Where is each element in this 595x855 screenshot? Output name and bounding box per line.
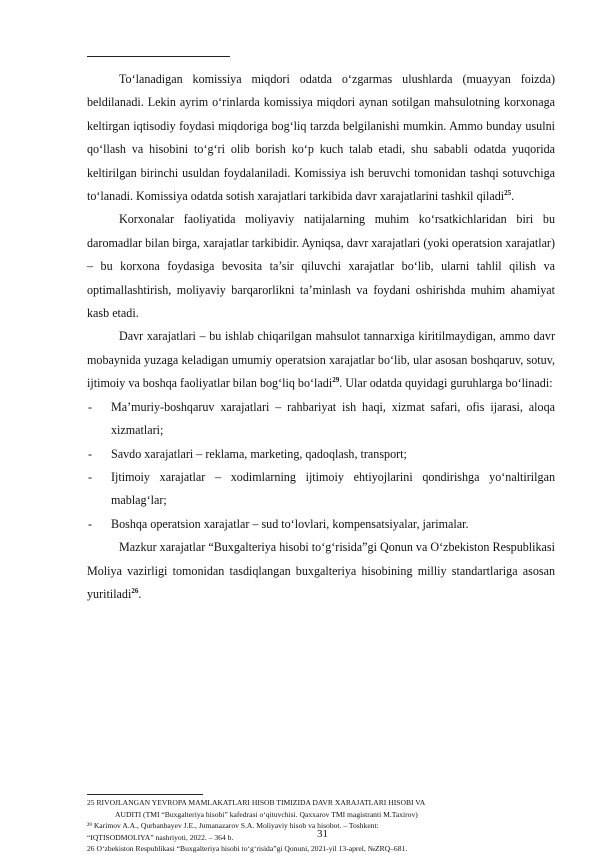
paragraph-legal-basis xyxy=(87,536,555,606)
top-separator-line xyxy=(87,56,230,57)
paragraph-commission-end: . xyxy=(511,189,515,204)
paragraph-financial-results: Korxonalar faoliyatida moliyaviy natijalarning muhim ko‘rsatkichlaridan biri bu daromadlar bilan birga, xarajatlar tarkibidir. Ayniqsa, davr xarajatlari (yoki operatsion xarajatlar) – bu korxona foydasiga bevosita ta’sir qiluvchi xarajatlar bo‘lib, ularni tahlil qilish va optimallashtirish, moliyaviy barqarorlikni ta’minlash va foydani oshirishda muhim ahamiyat kasb etadi. xyxy=(87,212,555,321)
footnote-ref-26[interactable]: 26 xyxy=(131,586,139,595)
list-item-text: Savdo xarajatlari – reklama, marketing, qadoqlash, transport; xyxy=(111,446,407,461)
list-item-text: Boshqa operatsion xarajatlar – sud to‘lovlari, kompensatsiyalar, jarimalar. xyxy=(111,516,469,531)
footnote-26: 26 O‘zbekiston Respublikasi “Buxgalteriya hisobi to‘g‘risida”gi Qonuni, 2021-yil 13-aprel, №ZRQ–681. xyxy=(87,844,408,854)
footnote-29: ²⁹ Karimov A.A., Qurbanbayev J.E., Jumanazarov S.A. Moliyaviy hisob va hisobot. – Toshkent: xyxy=(87,821,379,831)
footnotes xyxy=(87,797,555,855)
page-number: 31 xyxy=(317,828,328,840)
paragraph-period-expenses xyxy=(87,325,555,395)
paragraph-period-expenses-text: Davr xarajatlari – bu ishlab chiqarilgan mahsulot tannarxiga kiritilmaydigan, ammo davr mobaynida yuzaga keladigan umumiy operatsion xarajatlar bo‘lib, ular asosan boshqaruv, sotuv, ijtimoiy va boshqa faoliyatlar bilan bog‘liq bo‘ladi xyxy=(87,329,555,391)
list-item xyxy=(87,443,555,466)
dash-marker: - xyxy=(88,469,93,484)
dash-marker: - xyxy=(88,446,93,461)
main-text xyxy=(87,68,555,606)
dash-marker: - xyxy=(88,516,93,531)
footnote-ref-29[interactable]: 29 xyxy=(332,376,340,385)
expense-groups-list xyxy=(87,396,555,536)
paragraph-commission xyxy=(87,68,555,208)
list-item xyxy=(87,466,555,513)
list-item xyxy=(87,513,555,536)
footnote-separator xyxy=(87,794,203,795)
paragraph-commission-text: To‘lanadigan komissiya miqdori odatda o‘zgarmas ulushlarda (muayyan foizda) beldilanadi. Lekin ayrim o‘rinlarda komissiya miqdori aynan sotilgan mahsulotning korxonaga keltirgan iqtisodiy foydasi miqdoriga bog‘liq tarzda belgilanishi mumkin. Ammo bunday usulni qo‘llash va hisobini to‘g‘ri olib borish ko‘p kuch talab etadi, shu sababli odatda yuqorida keltirilgan birinchi usuldan foydalaniladi. Komissiya ish beruvchi tomonidan tashqi sotuvchiga to‘lanadi. Komissiya odatda sotish xarajatlari tarkibida davr xarajatlarini tashkil qiladi xyxy=(87,72,555,204)
paragraph-period-expenses-end: . Ular odatda quyidagi guruhlarga bo‘linadi: xyxy=(339,376,553,391)
footnote-29-continued: “IQTISODMOLIYA” nashriyoti, 2022. – 364 b. xyxy=(87,832,234,842)
footnote-ref-25[interactable]: 25 xyxy=(504,189,512,197)
footnote-25-continued: AUDITI (TMI “Buxgalteriya hisobi” kafedrasi o‘qituvchisi. Qaxxarov TMI magistranti M.Taxirov) xyxy=(115,809,418,819)
list-item-text: Ma’muriy-boshqaruv xarajatlari – rahbariyat ish haqi, xizmat safari, ofis ijarasi, aloqa xizmatlari; xyxy=(111,399,555,438)
paragraph-legal-basis-text: Mazkur xarajatlar “Buxgalteriya hisobi to‘g‘risida”gi Qonun va O‘zbekiston Respublikasi Moliya vazirligi tomonidan tasdiqlangan buxgalteriya hisobining milliy standartlariga asosan yuritiladi xyxy=(87,540,555,601)
footnote-25: 25 RIVOJLANGAN YEVROPA MAMLAKATLARI HISOB TIMIZIDA DAVR XARAJATLARI HISOBI VA xyxy=(87,798,426,807)
list-item-text: Ijtimoiy xarajatlar – xodimlarning ijtimoiy ehtiyojlarini qondirishga yo‘naltirilgan mablag‘lar; xyxy=(111,469,555,508)
dash-marker: - xyxy=(88,399,93,414)
paragraph-legal-basis-end: . xyxy=(138,586,142,601)
list-item xyxy=(87,396,555,443)
